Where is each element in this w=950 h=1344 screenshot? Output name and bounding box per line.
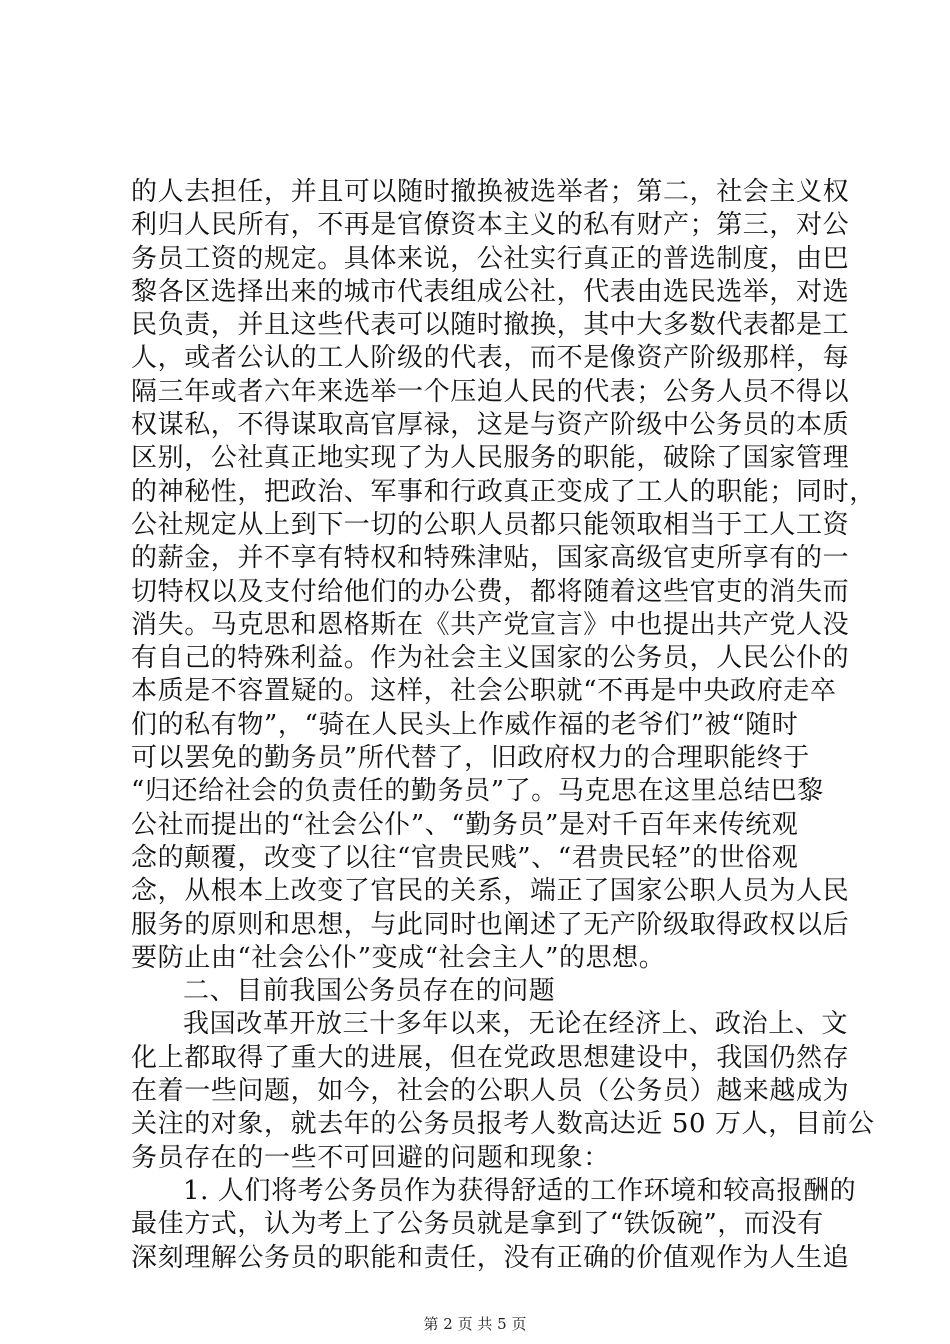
page-number-footer: 第 2 页 共 5 页	[423, 1315, 527, 1333]
text-line: 关注的对象，就去年的公务员报考人数高达近 50 万人，目前公	[131, 1109, 875, 1140]
text-line: 我国改革开放三十多年以来，无论在经济上、政治上、文	[183, 1009, 849, 1040]
text-line: 务员工资的规定。具体来说，公社实行真正的普选制度，由巴	[131, 243, 850, 274]
text-line: 们的私有物”，“骑在人民头上作威作福的老爷们”被“随时	[131, 709, 799, 740]
body-text	[131, 176, 876, 1275]
text-line: 服务的原则和思想，与此同时也阐述了无产阶级取得政权以后	[131, 909, 850, 940]
section-heading: 二、目前我国公务员存在的问题	[183, 976, 556, 1007]
text-line: 念的颠覆，改变了以往“官贵民贱”、“君贵民轻”的世俗观	[131, 842, 799, 873]
text-line: 有自己的特殊利益。作为社会主义国家的公务员，人民公仆的	[131, 643, 850, 674]
text-line: 念，从根本上改变了官民的关系，端正了国家公职人员为人民	[131, 876, 850, 907]
text-line: 民负责，并且这些代表可以随时撤换，其中大多数代表都是工	[131, 310, 850, 341]
text-line: 的薪金，并不享有特权和特殊津贴，国家高级官吏所享有的一	[131, 543, 850, 574]
text-line: 黎各区选择出来的城市代表组成公社，代表由选民选举，对选	[131, 276, 850, 307]
text-line: 的神秘性，把政治、军事和行政真正变成了工人的职能；同时，	[131, 476, 876, 507]
text-line: 区别，公社真正地实现了为人民服务的职能，破除了国家管理	[131, 443, 850, 474]
text-line: 最佳方式，认为考上了公务员就是拿到了“铁饭碗”，而没有	[131, 1209, 824, 1240]
text-line: 消失。马克思和恩格斯在《共产党宣言》中也提出共产党人没	[131, 609, 850, 640]
text-line: 化上都取得了重大的进展，但在党政思想建设中，我国仍然存	[131, 1042, 850, 1073]
text-line: 要防止由“社会公仆”变成“社会主人”的思想。	[131, 942, 666, 973]
text-line: 利归人民所有，不再是官僚资本主义的私有财产；第三，对公	[131, 210, 850, 241]
text-line: “归还给社会的负责任的勤务员”了。马克思在这里总结巴黎	[131, 776, 824, 807]
text-line: 1. 人们将考公务员作为获得舒适的工作环境和较高报酬的	[183, 1175, 857, 1206]
text-line: 隔三年或者六年来选举一个压迫人民的代表；公务人员不得以	[131, 376, 850, 407]
text-line: 可以罢免的勤务员”所代替了，旧政府权力的合理职能终于	[131, 743, 810, 774]
text-line: 的人去担任，并且可以随时撤换被选举者；第二，社会主义权	[131, 177, 850, 207]
text-line: 深刻理解公务员的职能和责任，没有正确的价值观作为人生追	[131, 1242, 850, 1273]
text-line: 公社规定从上到下一切的公职人员都只能领取相当于工人工资	[131, 509, 850, 540]
text-line: 务员存在的一些不可回避的问题和现象：	[131, 1142, 610, 1173]
text-line: 在着一些问题，如今，社会的公职人员（公务员）越来越成为	[131, 1076, 850, 1107]
text-line: 切特权以及支付给他们的办公费，都将随着这些官吏的消失而	[131, 576, 850, 607]
text-line: 权谋私，不得谋取高官厚禄，这是与资产阶级中公务员的本质	[131, 410, 850, 441]
text-line: 本质是不容置疑的。这样，社会公职就“不再是中央政府走卒	[131, 676, 837, 707]
text-line: 人，或者公认的工人阶级的代表，而不是像资产阶级那样，每	[131, 343, 850, 374]
text-line: 公社而提出的“社会公仆”、“勤务员”是对千百年来传统观	[131, 809, 799, 840]
